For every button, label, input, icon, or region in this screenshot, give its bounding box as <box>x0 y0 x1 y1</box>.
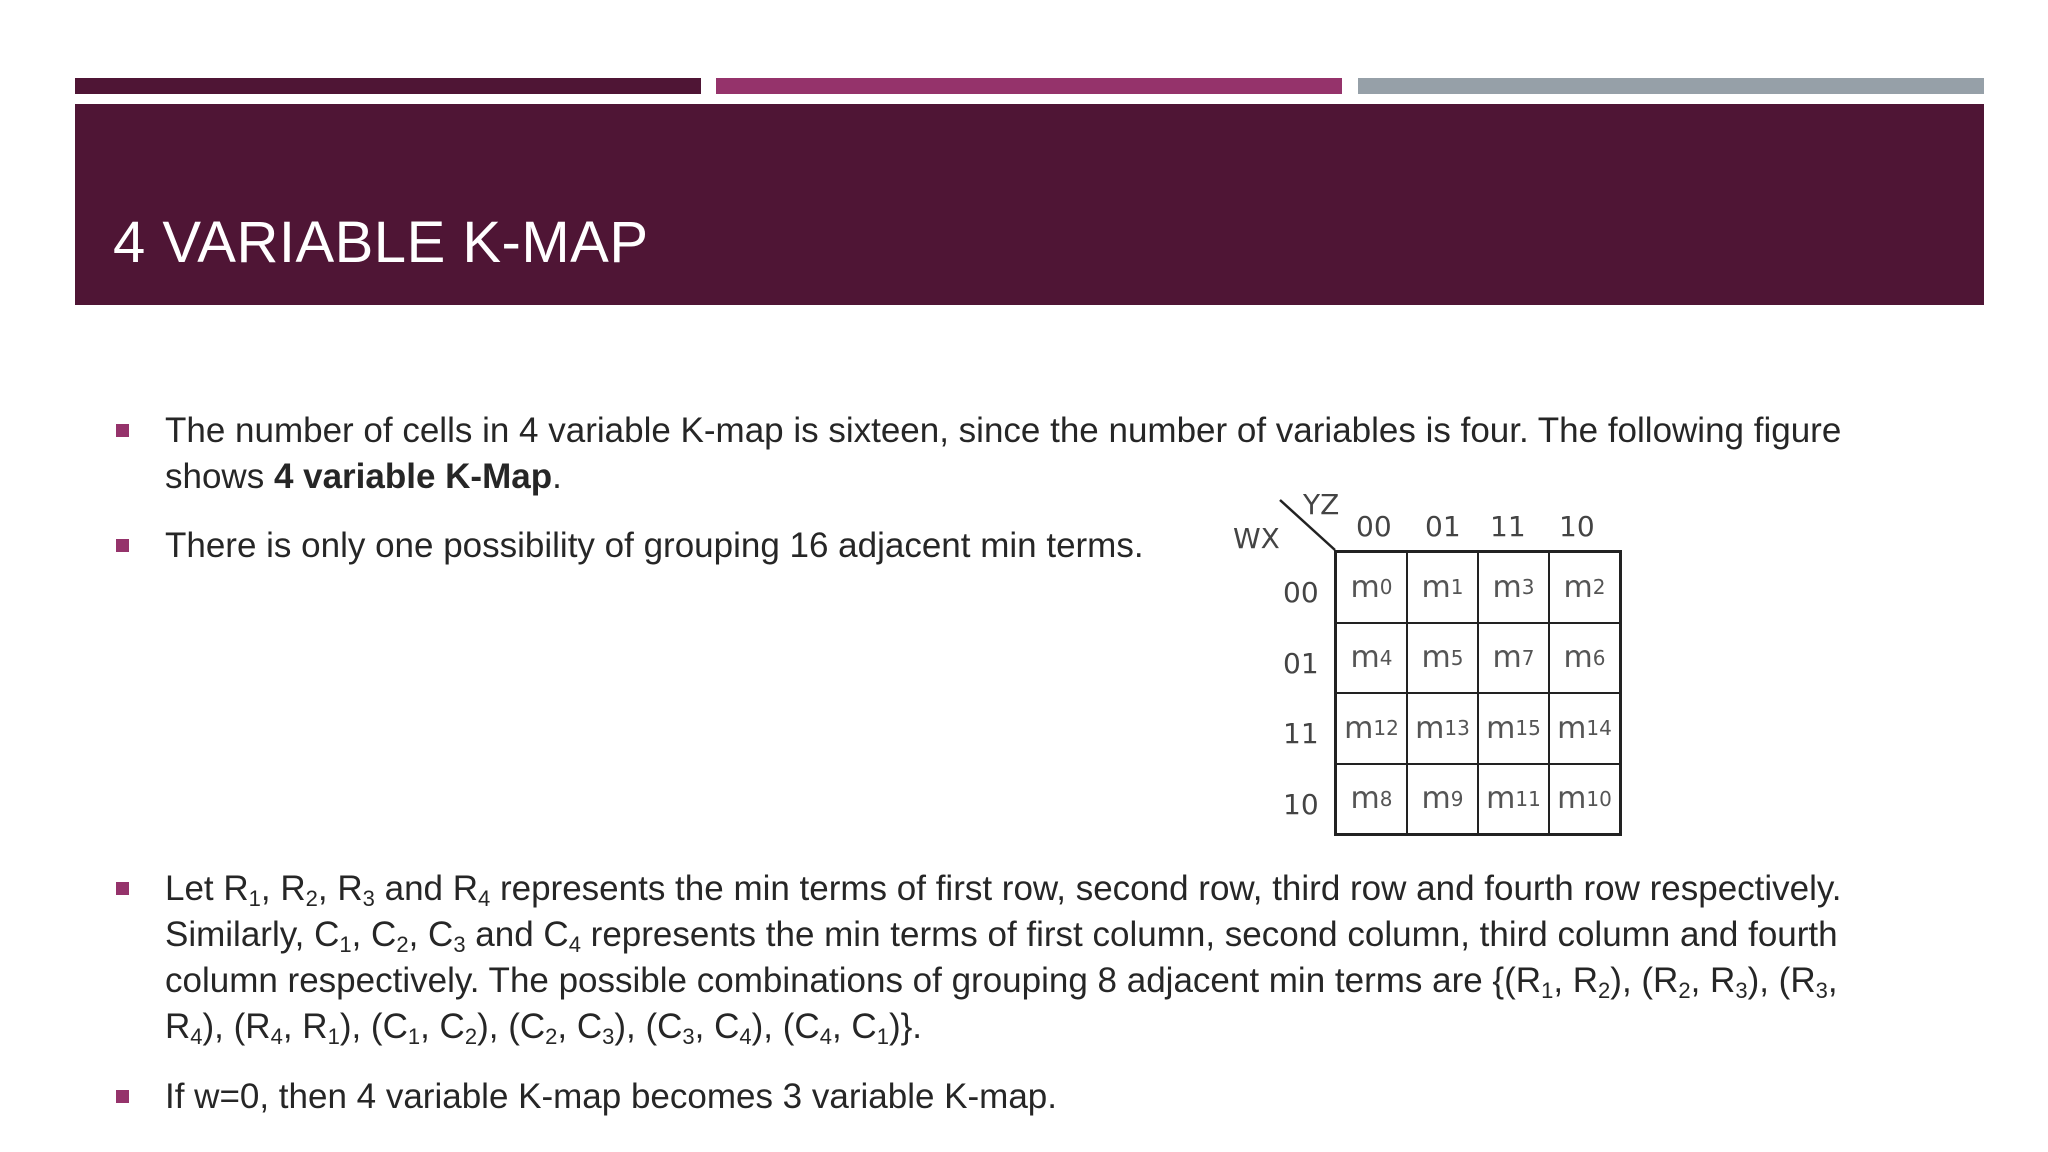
bullet-text: If w=0, then 4 variable K-map becomes 3 variable K-map. <box>165 1077 1057 1116</box>
kmap-row-header: 11 <box>1283 717 1319 750</box>
kmap-cell: m 9 <box>1407 764 1478 835</box>
kmap-cell: m 14 <box>1549 693 1620 764</box>
kmap-col-header: 11 <box>1490 510 1526 543</box>
kmap-row-header: 01 <box>1283 647 1319 680</box>
bullet-square-icon <box>116 424 129 437</box>
kmap-col-header: 00 <box>1356 510 1392 543</box>
kmap-cell: m 10 <box>1549 764 1620 835</box>
top-stripe-dark <box>75 78 701 94</box>
kmap-cell: m 1 <box>1407 552 1478 623</box>
kmap-cell: m 2 <box>1549 552 1620 623</box>
bullet-square-icon <box>116 1090 129 1103</box>
kmap-left-variable: WX <box>1233 522 1280 555</box>
kmap-cell: m 15 <box>1478 693 1549 764</box>
kmap-cell: m 3 <box>1478 552 1549 623</box>
kmap-col-header: 10 <box>1559 510 1595 543</box>
bullet-square-icon <box>116 539 129 552</box>
bold-term: 4 variable K-Map <box>273 457 553 496</box>
kmap-cell: m 11 <box>1478 764 1549 835</box>
kmap-top-variable: YZ <box>1303 488 1340 521</box>
top-stripe-gray <box>1358 78 1984 94</box>
slide-title: 4 VARIABLE K-MAP <box>113 210 649 275</box>
kmap-col-header: 01 <box>1425 510 1461 543</box>
bullet-text: The number of cells in 4 variable K-map is sixteen, since the number of variables is four. The following figure shows 4 variable K-Map. <box>165 411 1842 496</box>
kmap-figure <box>1225 488 1635 838</box>
bullet-text: Let $R_1$, $R_2$, $R_3$ and $R_4$ represents the min terms of first row, second row, third row and fourth row respectively. Similarly, $C_1$, $C_2$, $C_3$ and $C_4$ represents the min terms of first column, second column, third column and fourth column respectively. The possible combinations of grouping 8 adjacent min terms are {($R_1$, $R_2$), ($R_2$, $R_3$), ($R_3$, $R_4$), ($R_4$, $R_1$), ($C_1$, $C_2$), ($C_2$, $C_3$), ($C_3$, $C_4$), ($C_4$, $C_1$)}. <box>165 869 1842 1049</box>
kmap-cell: m 8 <box>1336 764 1407 835</box>
kmap-row-header: 10 <box>1283 788 1319 821</box>
bullet-text: There is only one possibility of grouping 16 adjacent min terms. <box>165 526 1144 565</box>
kmap-grid <box>1334 550 1622 836</box>
kmap-row-header: 00 <box>1283 576 1319 609</box>
kmap-cell: m 12 <box>1336 693 1407 764</box>
top-stripe-accent <box>716 78 1342 94</box>
kmap-cell: m 4 <box>1336 623 1407 694</box>
bullet-square-icon <box>116 882 129 895</box>
kmap-cell: m 13 <box>1407 693 1478 764</box>
title-bar <box>75 104 1984 305</box>
kmap-cell: m 6 <box>1549 623 1620 694</box>
kmap-cell: m 5 <box>1407 623 1478 694</box>
kmap-cell: m 7 <box>1478 623 1549 694</box>
kmap-cell: m 0 <box>1336 552 1407 623</box>
